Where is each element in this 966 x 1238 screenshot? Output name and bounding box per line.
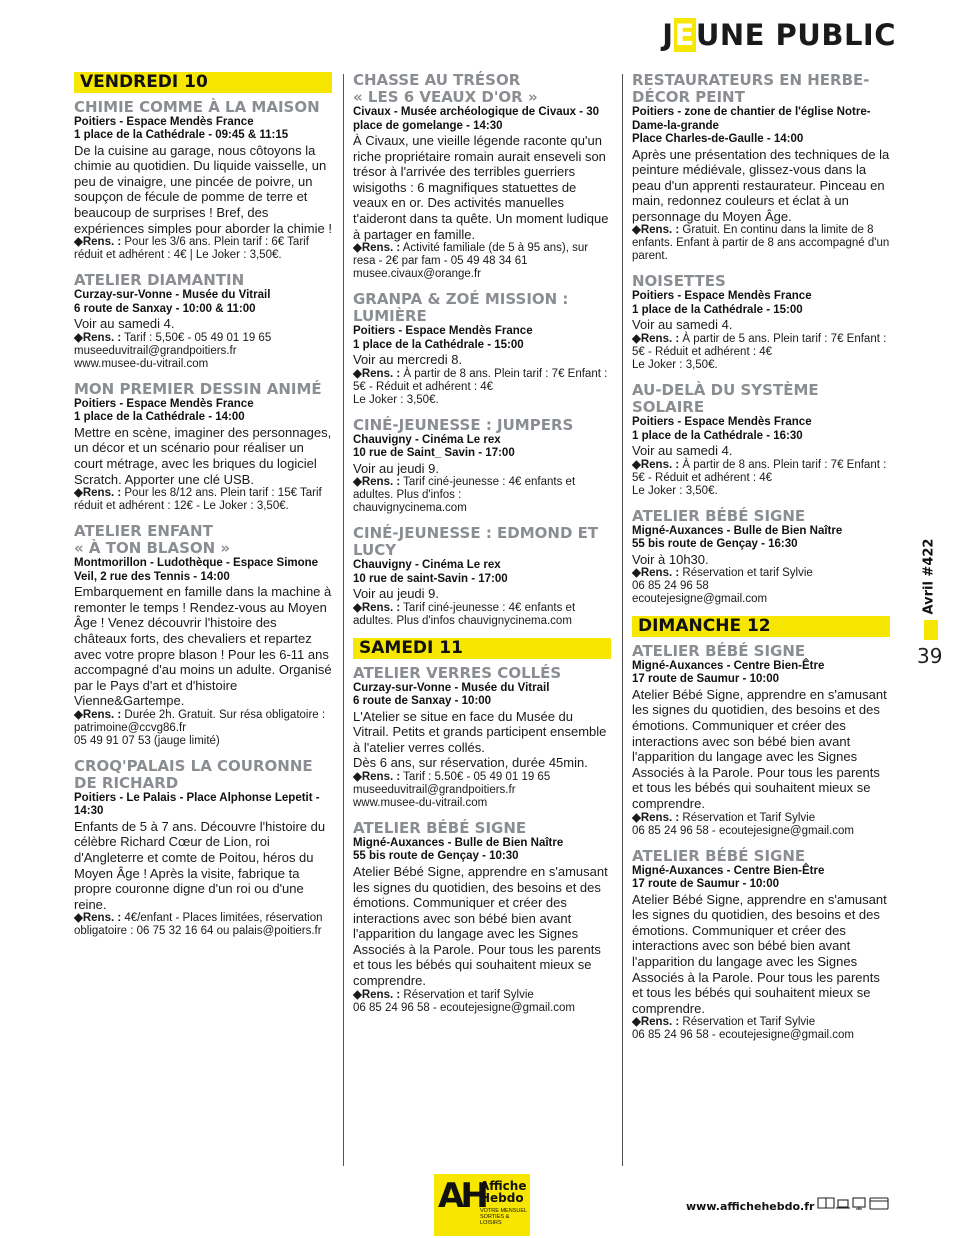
event-venue: Poitiers - zone de chantier de l'église Notre-Dame-la-grande Place Charles-de-Gaulle - 14:00: [632, 106, 871, 145]
event-item: [74, 272, 332, 371]
column-1: [74, 72, 332, 948]
logo-mark: AH: [438, 1176, 485, 1216]
rens-label: ◆Rens. :: [353, 476, 401, 489]
event-info: [353, 242, 611, 281]
column-3: [632, 72, 890, 1052]
event-info-text: Tarif ciné-jeunesse : 4€ enfants et adultes. Plus d'infos : chauvignycinema.com: [353, 476, 576, 515]
event-item: [74, 523, 332, 748]
event-title: ATELIER BÉBÉ SIGNE: [632, 641, 806, 660]
event-venue: Poitiers - Espace Mendès France 1 place de la Cathédrale - 09:45 & 11:15: [74, 115, 289, 142]
event-item: [632, 382, 890, 498]
page-number: 39: [917, 644, 943, 668]
event-venue: Chauvigny - Cinéma Le rex 10 rue de saint-Savin - 17:00: [353, 559, 508, 585]
event-info-text: Gratuit. En continu dans la limite de 8 enfants. Enfant à partir de 8 ans accompagné d'un parent.: [632, 224, 890, 263]
event-title: ATELIER VERRES COLLÉS: [353, 663, 562, 682]
column-divider: [343, 74, 344, 1166]
event-item: [632, 848, 890, 1043]
event-item: [632, 72, 890, 263]
event-info-text: 4€/enfant - Places limitées, réservation obligatoire : 06 75 32 16 64 ou palais@poitiers.fr: [74, 912, 323, 938]
event-title: ATELIER BÉBÉ SIGNE: [632, 846, 806, 865]
rens-label: ◆Rens. :: [632, 567, 680, 580]
event-info-text: Réservation et Tarif Sylvie 06 85 24 96 58 - ecoutejesigne@gmail.com: [632, 1016, 855, 1042]
event-info: [632, 333, 890, 372]
event-info: [353, 771, 611, 810]
event-info-text: Réservation et tarif Sylvie 06 85 24 96 58 - ecoutejesigne@gmail.com: [353, 988, 576, 1014]
event-info-text: Durée 2h. Gratuit. Sur résa obligatoire : patrimoine@ccvg86.fr 05 49 91 07 53 (jauge limité): [74, 708, 326, 747]
rens-label: ◆Rens. :: [353, 242, 401, 255]
event-venue: Poitiers - Le Palais - Place Alphonse Lepetit - 14:30: [74, 791, 320, 818]
event-title: CINÉ-JEUNESSE : EDMOND ET LUCY: [353, 524, 599, 560]
event-info: [74, 332, 332, 371]
day-header: DIMANCHE 12: [632, 616, 890, 637]
event-description: De la cuisine au garage, nous côtoyons la chimie au quotidien. Du liquide vaisselle, un peu de vinaigre, une pincée de poivre, un soupçon de fécule de pomme de terre et beaucoup de surprises ! Bref, des expériences simples pour aborder la chimie !: [74, 142, 332, 236]
event-item: [353, 665, 611, 810]
event-venue: Chauvigny - Cinéma Le rex 10 rue de Saint_ Savin - 17:00: [353, 433, 515, 460]
column-2: [353, 72, 611, 1025]
event-item: [353, 291, 611, 407]
logo-name: [480, 1180, 526, 1204]
issue-tag: [918, 538, 940, 616]
day-header: SAMEDI 11: [353, 638, 611, 659]
rens-label: ◆Rens. :: [632, 224, 680, 237]
event-info-text: Réservation et tarif Sylvie 06 85 24 96 58 ecoutejesigne@gmail.com: [632, 567, 813, 606]
rens-label: ◆Rens. :: [74, 708, 122, 721]
event-item: [353, 417, 611, 516]
logo-line1: Affiche: [480, 1179, 527, 1193]
event-description: Atelier Bébé Signe, apprendre en s'amusant les signes du quotidien, des besoins et des émotions. Communiquer et créer des interactions avec son bébé bien avant l'apparition du langage avec les Signes Associés à la Parole. Pour tous les parents et tous les bébés qui souhaitent mieux se comprendre.: [353, 863, 608, 989]
event-title: GRANPA & ZOÉ MISSION : LUMIÈRE: [353, 290, 569, 326]
event-venue: Poitiers - Espace Mendès France 1 place de la Cathédrale - 15:00: [632, 290, 812, 316]
event-title: MON PREMIER DESSIN ANIMÉ: [74, 379, 322, 398]
event-description: Voir au jeudi 9.: [353, 586, 440, 602]
rens-label: ◆Rens. :: [632, 811, 680, 824]
event-title: NOISETTES: [632, 272, 726, 291]
event-venue: Poitiers - Espace Mendès France 1 place de la Cathédrale - 14:00: [74, 397, 254, 424]
event-info-text: À partir de 8 ans. Plein tarif : 7€ Enfant : 5€ - Réduit et adhérent : 4€ Le Joker : 3,50€.: [632, 458, 887, 497]
event-info: [74, 236, 332, 262]
event-venue: Migné-Auxances - Centre Bien-Être 17 route de Saumur - 10:00: [632, 864, 825, 891]
event-info-text: À partir de 5 ans. Plein tarif : 7€ Enfant : 5€ - Réduit et adhérent : 4€ Le Joker : 3,50€.: [632, 333, 887, 372]
rens-label: ◆Rens. :: [74, 236, 122, 249]
rens-label: ◆Rens. :: [74, 487, 122, 500]
rens-label: ◆Rens. :: [353, 367, 401, 380]
event-title: ATELIER BÉBÉ SIGNE: [632, 506, 806, 525]
event-description: Mettre en scène, imaginer des personnages, un décor et un scénario pour réaliser un court métrage, avec les briques du logiciel Scratch. Apporter une clé USB.: [74, 424, 332, 487]
event-description: Enfants de 5 à 7 ans. Découvre l'histoire du célèbre Richard Cœur de Lion, roi d'Angleterre et comte de Poitou, héros du Moyen Âge ! Après la visite, fabrique ta propre couronne digne d'un roi ou d'une reine.: [74, 818, 326, 912]
event-title: CHASSE AU TRÉSOR « LES 6 VEAUX D'OR »: [353, 71, 538, 106]
event-venue: Migné-Auxances - Centre Bien-Être 17 route de Saumur - 10:00: [632, 659, 825, 686]
event-description: Voir au samedi 4.: [632, 443, 733, 459]
event-item: [74, 758, 332, 939]
event-description: À Civaux, une vieille légende raconte qu'un riche propriétaire romain aurait enseveli son trésor à l'arrivée des terribles guerriers wisigoths : 6 magnifiques statuettes de veaux en or. Des activités manuelles t'aideront dans ta quête. Un moment ludique à partager en famille.: [353, 133, 609, 242]
event-info: [632, 459, 890, 498]
event-info-text: Tarif : 5,50€ - 05 49 01 19 65 museeduvitrail@grandpoitiers.fr www.musee-du-vitrail.com: [74, 331, 272, 370]
rens-label: ◆Rens. :: [353, 770, 401, 783]
event-info: [353, 602, 611, 628]
event-info: [632, 567, 890, 606]
event-info-text: Réservation et Tarif Sylvie 06 85 24 96 58 - ecoutejesigne@gmail.com: [632, 811, 855, 837]
event-description: Voir au samedi 4.: [632, 317, 733, 333]
event-title: CROQ'PALAIS LA COURONNE DE RICHARD: [74, 756, 313, 792]
event-info-text: Pour les 3/6 ans. Plein tarif : 6€ Tarif réduit et adhérent : 4€ | Le Joker : 3,50€.: [74, 236, 309, 262]
rens-label: ◆Rens. :: [74, 331, 122, 344]
event-title: AU-DELÀ DU SYSTÈME SOLAIRE: [632, 381, 819, 417]
rens-label: ◆Rens. :: [632, 1016, 680, 1029]
logo-tagline: VOTRE MENSUEL SORTIES & LOISIRS: [480, 1208, 527, 1226]
event-venue: Poitiers - Espace Mendès France 1 place de la Cathédrale - 16:30: [632, 416, 812, 442]
event-title: CHIMIE COMME À LA MAISON: [74, 97, 320, 116]
event-title: ATELIER ENFANT « À TON BLASON »: [74, 522, 231, 558]
event-info-text: Tarif : 5.50€ - 05 49 01 19 65 museeduvitrail@grandpoitiers.fr www.musee-du-vitrail.com: [353, 770, 551, 809]
event-description: Voir au mercredi 8.: [353, 352, 463, 368]
event-venue: Montmorillon - Ludothèque - Espace Simone Veil, 2 rue des Tennis - 14:00: [74, 557, 319, 583]
event-info-text: Tarif ciné-jeunesse : 4€ enfants et adultes. Plus d'infos chauvignycinema.com: [353, 601, 576, 627]
issue-bar: [924, 620, 938, 640]
event-info: [632, 812, 890, 838]
rens-label: ◆Rens. :: [353, 988, 401, 1001]
section-title-pre: J: [662, 18, 674, 52]
logo-line2: Hebdo: [480, 1191, 524, 1205]
event-description: Embarquement en famille dans la machine à remonter le temps ! Rendez-vous au Moyen Âge ! Venez découvrir l'histoire des châteaux forts, des chevaliers et repartez avec votre propre blason ! Pour les 6-11 ans accompagné d'au moins un adulte. Organisé par le Pays d'art et d'histoire Vienne&Gartempe.: [74, 584, 332, 709]
event-info: [74, 709, 332, 748]
event-info: [353, 476, 611, 515]
event-info-text: À partir de 8 ans. Plein tarif : 7€ Enfant : 5€ - Réduit et adhérent : 4€ Le Joker : 3,50€.: [353, 367, 608, 406]
website-url[interactable]: www.affichehebdo.fr: [686, 1200, 815, 1213]
event-info: [632, 1016, 890, 1042]
rens-label: ◆Rens. :: [353, 601, 401, 614]
event-item: [632, 273, 890, 372]
event-item: [74, 99, 332, 263]
event-info: [74, 912, 332, 938]
event-item: [353, 820, 611, 1015]
event-description: Voir au jeudi 9.: [353, 460, 440, 476]
section-title-highlight: E: [674, 18, 695, 52]
event-item: [74, 381, 332, 513]
event-info-text: Activité familiale (de 5 à 95 ans), sur resa - 2€ par fam - 05 49 48 34 61 musee.civaux@orange.fr: [353, 242, 589, 281]
event-venue: Curzay-sur-Vonne - Musée du Vitrail 6 route de Sanxay - 10:00 & 11:00: [74, 289, 271, 315]
event-info: [74, 487, 332, 513]
event-venue: Migné-Auxances - Bulle de Bien Naître 55 bis route de Gençay - 16:30: [632, 524, 843, 551]
event-title: CINÉ-JEUNESSE : JUMPERS: [353, 415, 574, 434]
rens-label: ◆Rens. :: [632, 458, 680, 471]
event-title: ATELIER DIAMANTIN: [74, 271, 245, 290]
event-venue: Migné-Auxances - Bulle de Bien Naître 55 bis route de Gençay - 10:30: [353, 836, 564, 863]
day-header: VENDREDI 10: [74, 72, 332, 93]
event-description: Après une présentation des techniques de la peinture médiévale, glissez-vous dans la peau d'un apprenti restaurateur. Pinceau en main, redonnez couleurs et éclat à un personnage du Moyen Âge.: [632, 146, 890, 224]
event-description: Voir à 10h30.: [632, 551, 709, 567]
event-description: Atelier Bébé Signe, apprendre en s'amusant les signes du quotidien, des besoins et des émotions. Communiquer et créer des interactions avec son bébé bien avant l'apparition du langage avec les Signes Associés à la Parole. Pour tous les parents et tous les bébés qui souhaitent mieux se comprendre.: [632, 891, 887, 1016]
event-info: [632, 224, 890, 263]
rens-label: ◆Rens. :: [74, 912, 122, 925]
event-item: [632, 643, 890, 838]
event-item: [353, 525, 611, 628]
event-description: Atelier Bébé Signe, apprendre en s'amusant les signes du quotidien, des besoins et des émotions. Communiquer et créer des interactions avec son bébé bien avant l'apparition du langage avec les Signes Associés à la Parole. Pour tous les parents et tous les bébés qui souhaitent mieux se comprendre.: [632, 686, 887, 811]
event-venue: Poitiers - Espace Mendès France 1 place de la Cathédrale - 15:00: [353, 325, 533, 351]
column-divider: [622, 74, 623, 1166]
devices-icon: [816, 1195, 892, 1211]
event-info: [353, 368, 611, 407]
event-item: [632, 508, 890, 607]
event-title: RESTAURATEURS EN HERBE-DÉCOR PEINT: [632, 71, 870, 106]
event-description: Voir au samedi 4.: [74, 316, 175, 332]
event-title: ATELIER BÉBÉ SIGNE: [353, 818, 527, 837]
event-venue: Civaux - Musée archéologique de Civaux - 30 place de gomelange - 14:30: [353, 106, 600, 132]
event-info: [353, 989, 611, 1015]
event-item: [353, 72, 611, 281]
issue-label: Avril #422: [921, 538, 937, 615]
event-info-text: Pour les 8/12 ans. Plein tarif : 15€ Tarif réduit et adhérent : 12€ - Le Joker : 3,50€.: [74, 487, 322, 513]
section-title-post: UNE PUBLIC: [695, 18, 896, 52]
event-description: L'Atelier se situe en face du Musée du Vitrail. Petits et grands participent ensemble à l'atelier verres collés. Dès 6 ans, sur réservation, durée 45min.: [353, 708, 607, 771]
affiche-hebdo-logo: [434, 1174, 530, 1236]
section-title: [662, 18, 896, 52]
rens-label: ◆Rens. :: [632, 333, 680, 346]
event-venue: Curzay-sur-Vonne - Musée du Vitrail 6 route de Sanxay - 10:00: [353, 681, 550, 708]
